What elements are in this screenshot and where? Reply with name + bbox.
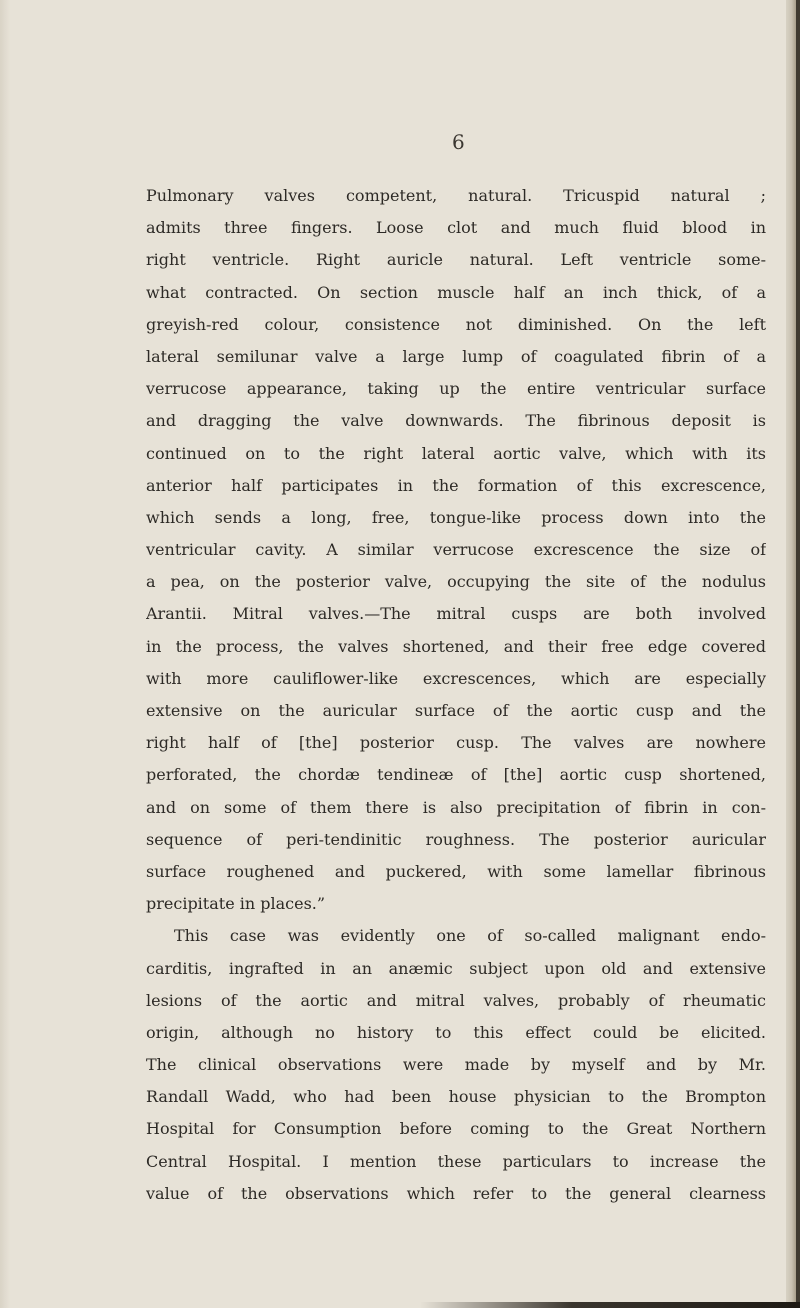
text-line: and dragging the valve downwards. The fibrinous deposit is (146, 411, 766, 431)
text-line: lateral semilunar valve a large lump of coagulated fibrin of a (146, 346, 766, 366)
text-line: ventricular cavity. A similar verrucose excrescence the size of (146, 540, 766, 560)
text-line: continued on to the right lateral aortic valve, which with its (146, 443, 766, 463)
text-line: Central Hospital. I mention these particulars to increase the (146, 1151, 766, 1171)
text-line: Arantii. Mitral valves.—The mitral cusps are both involved (146, 604, 766, 624)
text-line: Hospital for Consumption before coming to the Great Northern (146, 1119, 766, 1139)
text-line: right ventricle. Right auricle natural. Left ventricle some- (146, 250, 766, 270)
text-line: The clinical observations were made by myself and by Mr. (146, 1055, 766, 1075)
text-line: Randall Wadd, who had been house physician to the Brompton (146, 1087, 766, 1107)
text-line: precipitate in places.” (146, 894, 326, 914)
text-line: origin, although no history to this effect could be elicited. (146, 1022, 766, 1042)
text-line: value of the observations which refer to the general clearness (146, 1183, 766, 1203)
text-line: anterior half participates in the formation of this excrescence, (146, 475, 766, 495)
text-line: surface roughened and puckered, with some lamellar fibrinous (146, 861, 766, 881)
text-line: Pulmonary valves competent, natural. Tricuspid natural ; (146, 186, 766, 205)
text-line: admits three fingers. Loose clot and much fluid blood in (146, 218, 766, 238)
text-line: extensive on the auricular surface of the aortic cusp and the (146, 701, 766, 720)
paragraph-start-line: This case was evidently one of so-called malignant endo- (174, 926, 766, 946)
text-line: in the process, the valves shortened, and their free edge covered (146, 636, 766, 656)
page-edge-binding (796, 0, 800, 1308)
text-line: greyish-red colour, consistence not diminished. On the left (146, 314, 766, 334)
page-number: 6 (452, 130, 465, 154)
text-line: right half of [the] posterior cusp. The valves are nowhere (146, 733, 766, 753)
text-line: verrucose appearance, taking up the entire ventricular surface (146, 379, 766, 399)
text-line: which sends a long, free, tongue-like process down into the (146, 507, 766, 527)
text-line: lesions of the aortic and mitral valves, probably of rheumatic (146, 990, 766, 1010)
text-line: sequence of peri-tendinitic roughness. The posterior auricular (146, 829, 766, 849)
text-line: perforated, the chordæ tendineæ of [the] aortic cusp shortened, (146, 765, 766, 785)
text-line: carditis, ingrafted in an anæmic subject upon old and extensive (146, 958, 766, 978)
text-line: a pea, on the posterior valve, occupying the site of the nodulus (146, 572, 766, 592)
text-line: and on some of them there is also precipitation of fibrin in con- (146, 797, 766, 817)
bottom-shadow (420, 1302, 800, 1308)
page-shading (0, 0, 10, 1308)
text-line: what contracted. On section muscle half an inch thick, of a (146, 282, 766, 302)
body-text (146, 180, 766, 1280)
text-line: with more cauliflower-like excrescences, which are especially (146, 668, 766, 688)
